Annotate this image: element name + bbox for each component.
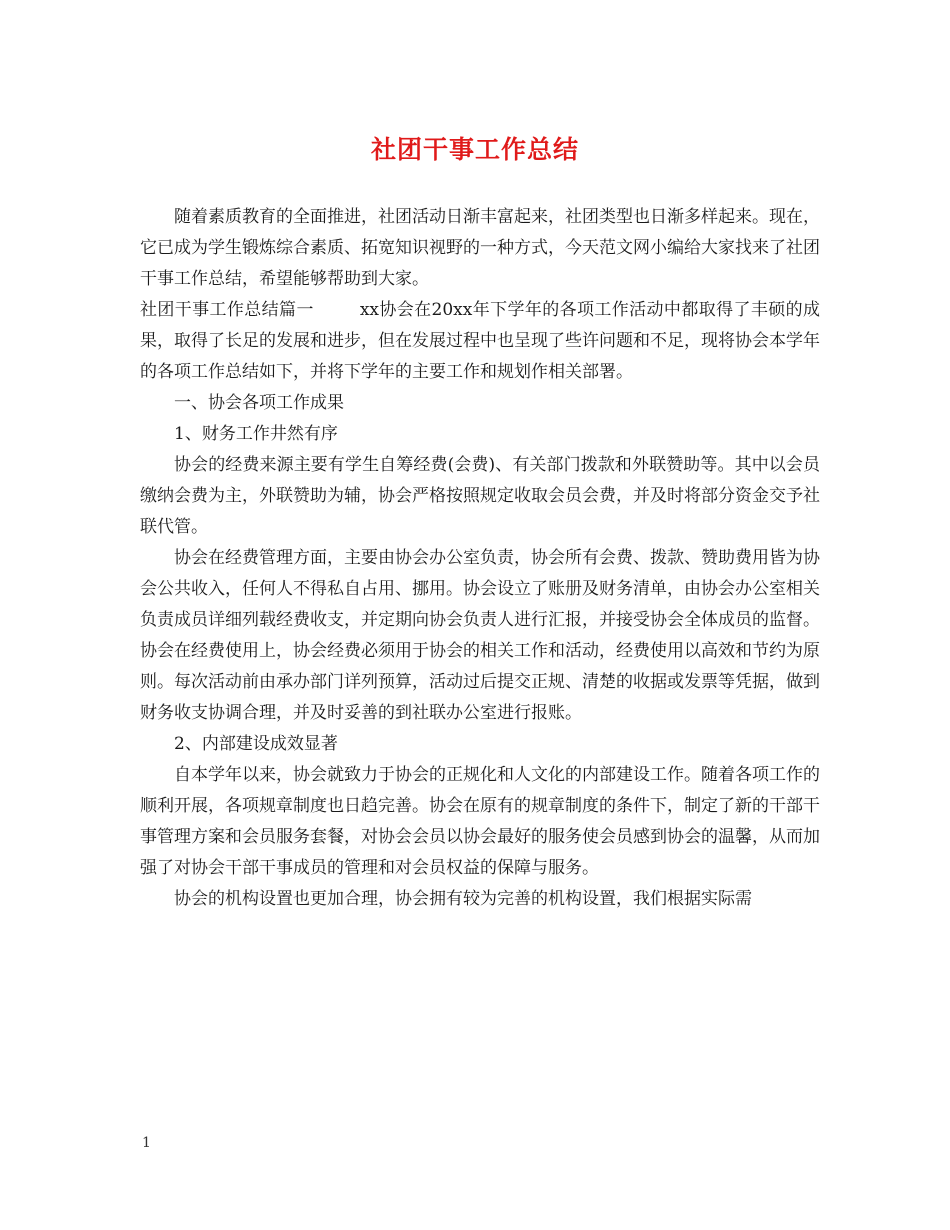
paragraph-organization: 协会的机构设置也更加合理，协会拥有较为完善的机构设置，我们根据实际需 — [174, 889, 752, 909]
paragraph-finance-management: 协会在经费管理方面，主要由协会办公室负责，协会所有会费、拨款、赞助费用皆为协会公共收入，任何人不得私自占用、挪用。协会设立了账册及财务清单，由协会办公室相关负责成员详细列载经费收支，并定期向协会负责人进行汇报，并接受协会全体成员的监督。协会在经费使用上，协会经费必须用于协会的相关工作和活动，经费使用以高效和节约为原则。每次活动前由承办部门详列预算，活动过后提交正规、清楚的收据或发票等凭据，做到财务收支协调合理，并及时妥善的到社联办公室进行报账。 — [140, 548, 820, 723]
section-one-text: xx协会在20xx年下学年的各项工作活动中都取得了丰硕的成果，取得了长足的发展和进步，但在发展过程中也呈现了些许问题和不足，现将协会本学年的各项工作总结如下，并将下学年的主要工作和规划作相关部署。 — [140, 300, 820, 382]
heading-finance: 1、财务工作井然有序 — [174, 424, 338, 444]
page-number: 1 — [142, 1135, 151, 1151]
paragraph-intro: 随着素质教育的全面推进，社团活动日渐丰富起来，社团类型也日渐多样起来。现在，它已成为学生锻炼综合素质、拓宽知识视野的一种方式，今天范文网小编给大家找来了社团干事工作总结，希望能够帮助到大家。 — [140, 207, 820, 289]
heading-achievements: 一、协会各项工作成果 — [174, 393, 344, 413]
paragraph-section-one — [140, 295, 820, 388]
paragraph-internal-construction: 自本学年以来，协会就致力于协会的正规化和人文化的内部建设工作。随着各项工作的顺利开展，各项规章制度也日趋完善。协会在原有的规章制度的条件下，制定了新的干部干事管理方案和会员服务套餐，对协会会员以协会最好的服务使会员感到协会的温馨，从而加强了对协会干部干事成员的管理和对会员权益的保障与服务。 — [140, 765, 820, 878]
document-body — [140, 202, 820, 915]
section-lead: 社团干事工作总结篇一 — [140, 300, 314, 320]
heading-internal-construction: 2、内部建设成效显著 — [174, 734, 338, 754]
paragraph-finance-source: 协会的经费来源主要有学生自筹经费(会费)、有关部门拨款和外联赞助等。其中以会员缴纳会费为主，外联赞助为辅，协会严格按照规定收取会员会费，并及时将部分资金交予社联代管。 — [140, 455, 820, 537]
document-title: 社团干事工作总结 — [370, 135, 579, 164]
